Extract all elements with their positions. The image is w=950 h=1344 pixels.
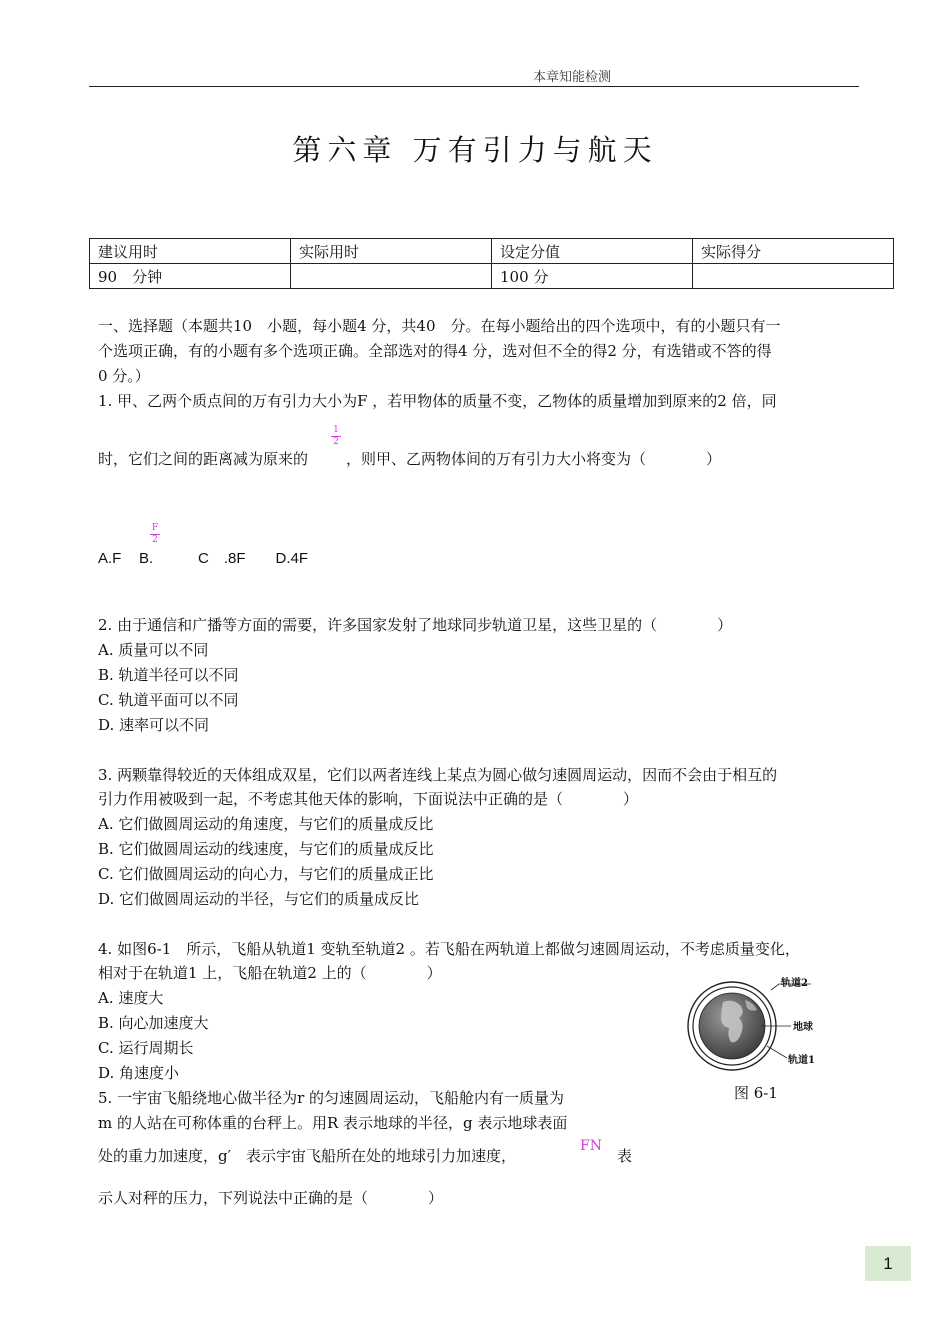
fraction-denominator: 2 (333, 437, 339, 447)
table-cell: 90 分钟 (90, 264, 291, 289)
table-cell: 100 分 (492, 264, 693, 289)
q5-stem-line: 5. 一宇宙飞船绕地心做半径为r 的匀速圆周运动，飞船舱内有一质量为 (98, 1089, 565, 1107)
fraction-numerator: 1 (333, 425, 339, 435)
q5-stem-line: m 的人站在可称体重的台秤上。用R 表示地球的半径，g 表示地球表面 (98, 1114, 568, 1132)
q5-stem-line-3a: 处的重力加速度，g′ 表示宇宙飞船所在处的地球引力加速度， (98, 1147, 517, 1165)
q3-option: C. 它们做圆周运动的向心力，与它们的质量成正比 (98, 865, 434, 883)
q1-fraction-one-half (331, 426, 341, 447)
q1-stem-line-2a: 时，它们之间的距离减为原来的 (98, 450, 309, 468)
q2-option: D. 速率可以不同 (98, 716, 210, 734)
q2-option: B. 轨道半径可以不同 (98, 666, 239, 684)
q4-option: D. 角速度小 (98, 1064, 180, 1082)
q3-stem-line: 引力作用被吸到一起，不考虑其他天体的影响，下面说法中正确的是（ ） (98, 790, 639, 808)
q1-option-a: A.F (98, 550, 122, 567)
orbit-2-label: 轨道2 (781, 978, 808, 989)
section-instructions-line: 一、选择题（本题共10 小题，每小题4 分，共40 分。在每小题给出的四个选项中，有的小题只有一 (98, 317, 781, 335)
q5-stem-line-3b: 表 (617, 1147, 633, 1165)
table-cell (693, 264, 894, 289)
q1-fraction-f-half (150, 524, 160, 545)
table-row (90, 264, 894, 289)
q2-stem: 2. 由于通信和广播等方面的需要，许多国家发射了地球同步轨道卫星，这些卫星的（ ） (98, 616, 733, 634)
page-number: 1 (865, 1246, 911, 1281)
fraction-denominator: 2 (152, 535, 158, 545)
table-header-row (90, 239, 894, 264)
table-cell (291, 264, 492, 289)
q4-option: A. 速度大 (98, 989, 164, 1007)
normal-force-symbol: FN (580, 1138, 602, 1154)
q4-option: C. 运行周期长 (98, 1039, 194, 1057)
q4-option: B. 向心加速度大 (98, 1014, 209, 1032)
orbit-1-leader (767, 1046, 787, 1058)
section-instructions-line: 个选项正确，有的小题有多个选项正确。全部选对的得4 分，选对但不全的得2 分，有选错或不答的得 (98, 342, 772, 360)
q3-option: A. 它们做圆周运动的角速度，与它们的质量成反比 (98, 815, 434, 833)
q2-option: C. 轨道平面可以不同 (98, 691, 239, 709)
orbit-2-leader (771, 984, 779, 990)
running-header: 本章知能检测 (533, 70, 612, 85)
q4-stem-line: 4. 如图6-1 所示，飞船从轨道1 变轨至轨道2 。若飞船在两轨道上都做匀速圆周运动，不考虑质量变化， (98, 940, 800, 958)
table-cell: 建议用时 (90, 239, 291, 264)
table-cell: 实际得分 (693, 239, 894, 264)
orbit-figure (683, 972, 833, 1084)
orbit-1-label: 轨道1 (788, 1055, 815, 1066)
q1-options-cd: C .8F D.4F (198, 550, 309, 567)
q3-option: D. 它们做圆周运动的半径，与它们的质量成反比 (98, 890, 420, 908)
chapter-title: 第六章 万有引力与航天 (292, 133, 658, 167)
info-table (89, 238, 894, 289)
table-cell: 设定分值 (492, 239, 693, 264)
q1-option-b: B. (139, 550, 154, 567)
header-rule (89, 86, 859, 87)
figure-caption: 图 6-1 (734, 1084, 778, 1102)
q4-stem-line: 相对于在轨道1 上，飞船在轨道2 上的（ ） (98, 964, 442, 982)
q1-stem-line: 1. 甲、乙两个质点间的万有引力大小为F ，若甲物体的质量不变，乙物体的质量增加到原来的2 倍，同 (98, 392, 777, 410)
earth-label: 地球 (793, 1022, 813, 1033)
fraction-numerator: F (151, 523, 159, 533)
q5-stem-line: 示人对秤的压力，下列说法中正确的是（ ） (98, 1189, 444, 1207)
q2-option: A. 质量可以不同 (98, 641, 209, 659)
q1-stem-line-2b: ，则甲、乙两物体间的万有引力大小将变为（ ） (346, 450, 722, 468)
section-instructions-line: 0 分。） (98, 367, 150, 385)
q3-option: B. 它们做圆周运动的线速度，与它们的质量成反比 (98, 840, 434, 858)
table-cell: 实际用时 (291, 239, 492, 264)
q3-stem-line: 3. 两颗靠得较近的天体组成双星，它们以两者连线上某点为圆心做匀速圆周运动，因而不会由于相互的 (98, 766, 778, 784)
